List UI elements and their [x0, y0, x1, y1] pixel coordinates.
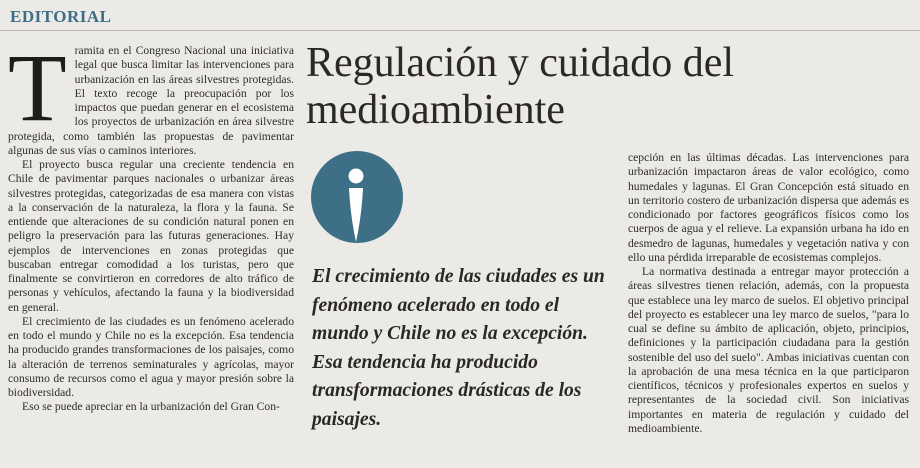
pull-quote: El crecimiento de las ciudades es un fenómeno acelerado en todo el mundo y Chile no es la excepción. Esa tendencia ha producido transformaciones drásticas de los paisajes. [312, 266, 605, 430]
right-column [628, 151, 909, 436]
section-label: EDITORIAL [10, 7, 112, 26]
paragraph: ramita en el Congreso Nacional una iniciativa legal que busca limitar las intervenciones para urbanización en las áreas silvestres protegidas. El texto recoge la preocupación por los impactos que puedan generar en el ecosistema los proyectos de urbanización en área silvestre protegida, como también las propuestas de pavimentar algunas de sus vías o caminos interiores. [8, 44, 294, 157]
left-column [8, 34, 294, 415]
paragraph: El crecimiento de las ciudades es un fenómeno acelerado en todo el mundo y Chile no es la excepción. Esa tendencia ha producido grandes transformaciones de los paisajes, como la alteración de terrenos seminaturales y agrícolas, mayor consumo de recursos como el agua y mayor presión sobre la biodiversidad. [8, 314, 294, 399]
headline: Regulación y cuidado del medioambiente [306, 40, 735, 133]
paragraph: cepción en las últimas décadas. Las intervenciones para urbanización impactaron áreas de valor ecológico, como humedales y lagunas. El Gran Concepción está situado en un territorio costero de urbanización dispersa que además es condicionado por factores geográficos físicos como los cuerpos de agua y el relieve. La expansión urbana ha ido en desmedro de lagunas, humedales y vegetación nativa y con ello una pérdida irreparable de ecosistemas complejos. [628, 151, 909, 264]
info-icon [310, 150, 404, 244]
drop-cap: T [8, 34, 67, 141]
paragraph: El proyecto busca regular una creciente tendencia en Chile de pavimentar parques nacionales o urbanizar áreas silvestres protegidas, categorizadas de esa manera con vistas a la conservación de la naturaleza, la flora y la fauna. Se entiende que alteraciones de su condición natural ponen en peligro la preservación para las futuras generaciones. Hay ejemplos de intervenciones en zonas protegidas que buscaban entregar comodidad a los turistas, pero que finalmente se convirtieron en corredores de alto tráfico de personas y vehículos, afectando la fauna y la biodiversidad en general. [8, 158, 294, 314]
header-divider [0, 30, 920, 31]
paragraph: La normativa destinada a entregar mayor protección a áreas silvestres tienen relación, además, con la propuesta que establece una ley marco de suelos. El objetivo principal del proyecto es establecer una ley marco de suelos, "para lo cual se define su ámbito de aplicación, objeto, principios, definiciones y la participación ciudadana para la gestión sostenible del uso del suelo". Ambas iniciativas cuentan con la aprobación de una mesa técnica en la que participaron científicos, técnicos y profesionales expertos en suelos y representantes de la sociedad civil. Son iniciativas importantes en materia de regulación y cuidado del medioambiente. [628, 265, 909, 435]
paragraph: Eso se puede apreciar en la urbanización del Gran Con- [22, 400, 280, 414]
